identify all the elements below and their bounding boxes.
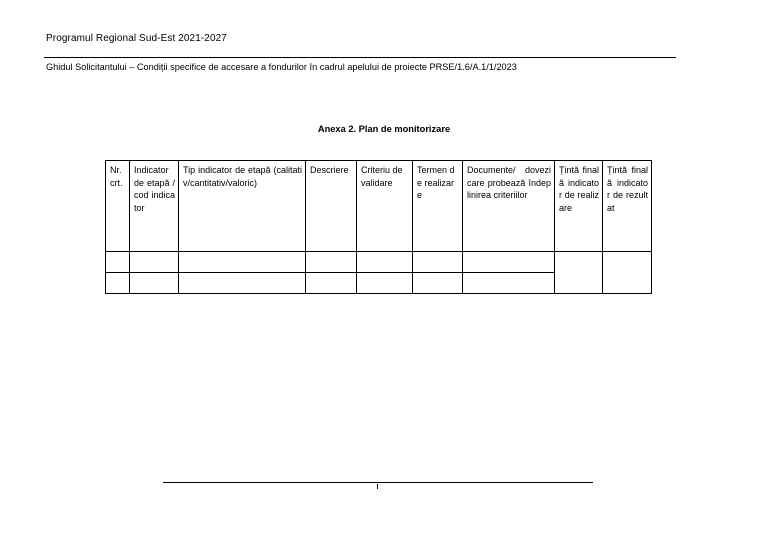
table-cell xyxy=(463,273,555,294)
annex-title: Anexa 2. Plan de monitorizare xyxy=(317,124,451,134)
guide-header: Ghidul Solicitantului – Condiții specifice de accesare a fondurilor în cadrul apelului de proiecte PRSE/1.6/A.1/1/2023 xyxy=(46,62,517,72)
column-header-termen-realizare: Termen de realizare xyxy=(413,161,463,252)
column-header-tinta-rezultat: Țintă finală indicator de rezultat xyxy=(603,161,652,252)
footer-divider xyxy=(163,482,593,483)
column-header-nr-crt: Nr. crt. xyxy=(106,161,130,252)
column-header-descriere: Descriere xyxy=(306,161,357,252)
table-cell xyxy=(306,252,357,273)
table-cell xyxy=(413,252,463,273)
table-cell xyxy=(130,252,179,273)
footer-tick-mark xyxy=(377,484,378,489)
table-cell-merged xyxy=(555,252,603,294)
program-header: Programul Regional Sud-Est 2021-2027 xyxy=(46,33,227,44)
table-cell xyxy=(357,252,413,273)
table-cell xyxy=(106,273,130,294)
column-header-indicator-etapa: Indicator de etapă / cod indicator xyxy=(130,161,179,252)
column-header-criteriu-validare: Criteriu de validare xyxy=(357,161,413,252)
table-cell xyxy=(179,252,306,273)
monitoring-plan-table xyxy=(105,160,652,294)
table-cell xyxy=(130,273,179,294)
table-cell xyxy=(413,273,463,294)
column-header-tip-indicator: Tip indicator de etapă (calitativ/cantitativ/valoric) xyxy=(179,161,306,252)
table-cell xyxy=(463,252,555,273)
column-header-tinta-realizare: Țintă finală indicator de realizare xyxy=(555,161,603,252)
header-divider xyxy=(44,57,676,58)
column-header-documente-dovezi: Documente/ dovezi care probează îndeplinirea criteriilor xyxy=(463,161,555,252)
table-header-row xyxy=(106,161,652,252)
table-cell xyxy=(106,252,130,273)
table-cell xyxy=(306,273,357,294)
table-cell xyxy=(179,273,306,294)
table-cell xyxy=(357,273,413,294)
table-cell-merged xyxy=(603,252,652,294)
table-row xyxy=(106,252,652,273)
